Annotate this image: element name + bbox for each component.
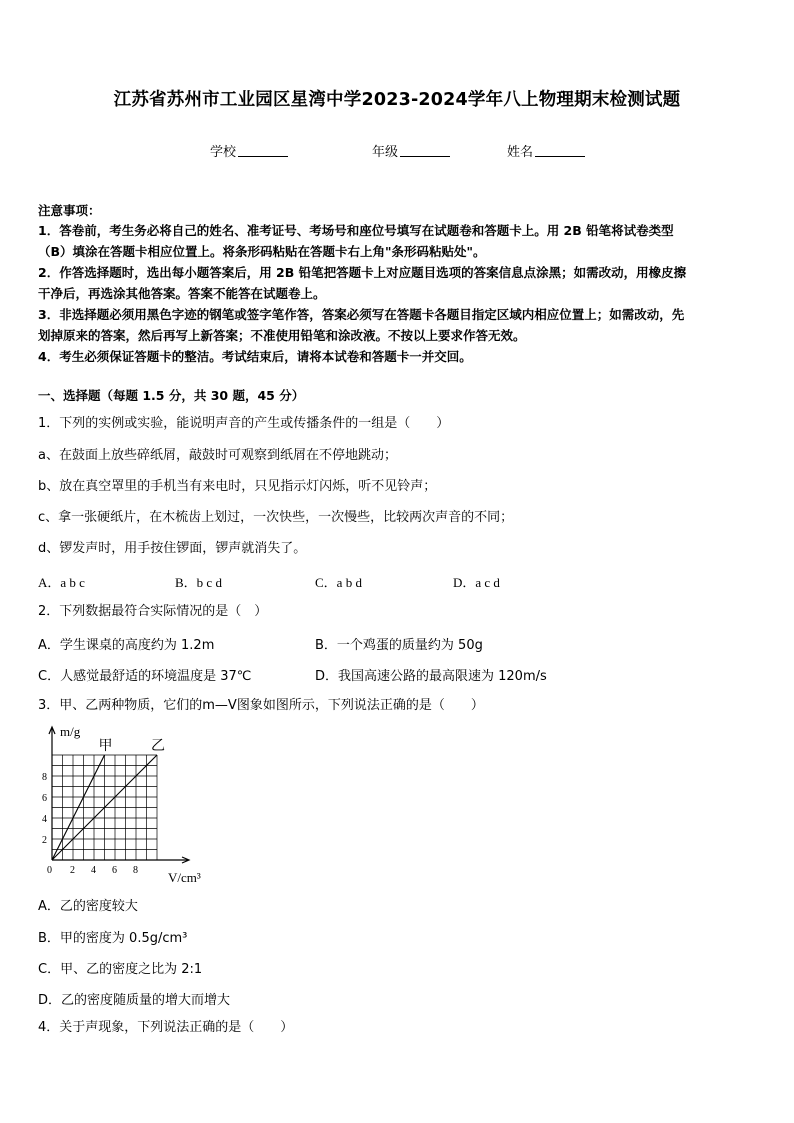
x-tick-label: 0: [47, 865, 52, 876]
q1-item: c、拿一张硬纸片，在木梳齿上划过，一次快些，一次慢些，比较两次声音的不同；: [38, 510, 514, 525]
m-v-graph: [30, 724, 220, 890]
q3-option-d: D．乙的密度随质量的增大而增大: [38, 993, 231, 1008]
q1-item: a、在鼓面上放些碎纸屑，敲鼓时可观察到纸屑在不停地跳动；: [38, 448, 397, 463]
notice-line: 4．考生必须保证答题卡的整洁。考试结束后，请将本试卷和答题卡一并交回。: [38, 349, 472, 364]
y-tick-label: 4: [42, 814, 47, 825]
q1-option-a: A．a b c: [38, 575, 85, 590]
notice-line: 2．作答选择题时，选出每小题答案后，用 2B 铅笔把答题卡上对应题目选项的答案信息点涂黑；如需改动，用橡皮擦: [38, 265, 687, 280]
school-field: [210, 141, 288, 160]
notice-line: （B）填涂在答题卡相应位置上。将条形码粘贴在答题卡右上角"条形码粘贴处"。: [38, 244, 486, 259]
y-tick-label: 2: [42, 835, 47, 846]
q3-option-b: B．甲的密度为 0.5g/cm³: [38, 931, 188, 946]
q4-stem: 4．关于声现象，下列说法正确的是（ ）: [38, 1020, 294, 1035]
y-tick-label: 8: [42, 772, 47, 783]
q3-stem: 3．甲、乙两种物质，它们的m—V图象如图所示，下列说法正确的是（ ）: [38, 698, 484, 713]
q2-option-c: C．人感觉最舒适的环境温度是 37℃: [38, 669, 252, 684]
q2-option-a: A．学生课桌的高度约为 1.2m: [38, 638, 215, 653]
x-tick-label: 6: [112, 865, 117, 876]
y-tick-label: 6: [42, 793, 47, 804]
notice-line: 干净后，再选涂其他答案。答案不能答在试题卷上。: [38, 286, 326, 301]
x-tick-label: 8: [133, 865, 138, 876]
x-axis-label: V/cm³: [168, 870, 201, 885]
q2-option-b: B．一个鸡蛋的质量约为 50g: [315, 638, 483, 653]
name-blank: [535, 144, 585, 157]
x-tick-label: 2: [70, 865, 75, 876]
notice-line: 3．非选择题必须用黑色字迹的钢笔或签字笔作答，答案必须写在答题卡各题目指定区域内相应位置上；如需改动，先: [38, 307, 685, 322]
school-blank: [238, 144, 288, 157]
q1-option-d: D．a c d: [453, 575, 500, 590]
grade-blank: [400, 144, 450, 157]
notice-line: 1．答卷前，考生务必将自己的姓名、准考证号、考场号和座位号填写在试题卷和答题卡上。用 2B 铅笔将试卷类型: [38, 223, 674, 238]
y-axis-label: m/g: [60, 724, 81, 739]
series-label: 甲: [98, 739, 113, 754]
x-tick-label: 4: [91, 865, 96, 876]
page-title: 江苏省苏州市工业园区星湾中学2023-2024学年八上物理期末检测试题: [113, 90, 681, 110]
q1-option-c: C．a b d: [315, 575, 362, 590]
q1-item: d、锣发声时，用手按住锣面，锣声就消失了。: [38, 541, 307, 556]
notice-heading: 注意事项：: [38, 203, 101, 218]
grade-field: [372, 141, 450, 160]
series-label: 乙: [151, 739, 165, 754]
q2-stem: 2．下列数据最符合实际情况的是（ ）: [38, 604, 268, 619]
q1-option-b: B．b c d: [175, 575, 222, 590]
school-label: 学校: [210, 145, 237, 160]
grade-label: 年级: [372, 145, 399, 160]
q3-option-a: A．乙的密度较大: [38, 899, 138, 914]
name-label: 姓名: [507, 145, 534, 160]
section-heading: 一、选择题（每题 1.5 分，共 30 题，45 分）: [38, 388, 305, 403]
graph-series: [52, 738, 165, 860]
q3-option-c: C．甲、乙的密度之比为 2:1: [38, 962, 203, 977]
q1-stem: 1．下列的实例或实验，能说明声音的产生或传播条件的一组是（ ）: [38, 416, 450, 431]
q1-item: b、放在真空罩里的手机当有来电时，只见指示灯闪烁，听不见铃声；: [38, 479, 437, 494]
notice-line: 划掉原来的答案，然后再写上新答案；不准使用铅笔和涂改液。不按以上要求作答无效。: [38, 328, 526, 343]
name-field: [507, 141, 585, 160]
q2-option-d: D．我国高速公路的最高限速为 120m/s: [315, 669, 547, 684]
